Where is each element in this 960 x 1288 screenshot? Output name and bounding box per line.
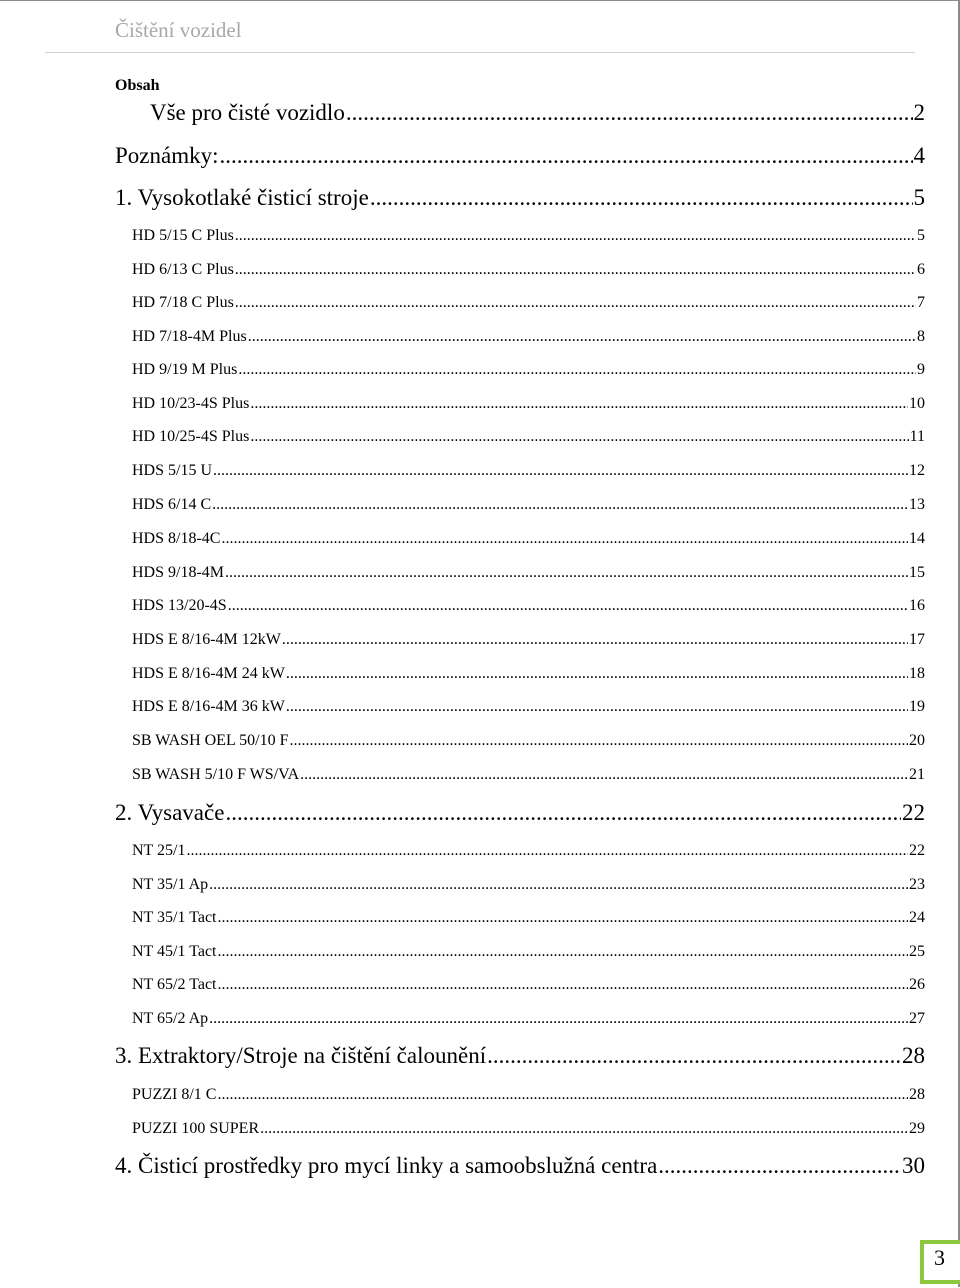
toc-entry-label: NT 25/1 (132, 842, 186, 859)
toc-entry-page: 16 (909, 597, 925, 614)
toc-entry-label: 1. Vysokotlaké čisticí stroje (115, 185, 369, 210)
running-header: Čištění vozidel (115, 18, 242, 42)
toc-entry[interactable] (132, 976, 925, 994)
toc-entry-label: SB WASH 5/10 F WS/VA (132, 766, 300, 783)
toc-entry[interactable] (132, 496, 925, 514)
toc-leader-dots (658, 1153, 901, 1179)
toc-entry-page: 10 (909, 395, 925, 412)
toc-entry-page: 7 (917, 294, 925, 311)
toc-entry-page: 8 (917, 328, 925, 345)
toc-entry-page: 29 (909, 1120, 925, 1137)
toc-leader-dots (250, 428, 908, 446)
toc-entry-page: 2 (913, 100, 925, 125)
toc-entry-label: HDS E 8/16-4M 24 kW (132, 665, 285, 682)
toc-entry[interactable] (132, 294, 925, 312)
toc-leader-dots (186, 842, 908, 860)
toc-entry[interactable] (132, 943, 925, 961)
toc-leader-dots (250, 395, 908, 413)
toc-entry-label: 4. Čisticí prostředky pro mycí linky a samoobslužná centra (115, 1153, 658, 1178)
page-number: 3 (934, 1245, 945, 1270)
toc-entry[interactable] (132, 1010, 925, 1028)
toc-entry-page: 30 (902, 1153, 925, 1178)
toc-leader-dots (370, 185, 913, 211)
toc-entry-label: NT 65/2 Tact (132, 976, 217, 993)
toc-entry-page: 14 (909, 530, 925, 547)
toc-leader-dots (218, 976, 909, 994)
toc-entry[interactable] (115, 185, 925, 211)
toc-entry[interactable] (132, 698, 925, 716)
toc-entry[interactable] (132, 842, 925, 860)
toc-leader-dots (225, 564, 908, 582)
toc-entry-label: HD 10/23-4S Plus (132, 395, 250, 412)
toc-entry-label: 3. Extraktory/Stroje na čištění čalounění (115, 1043, 487, 1068)
toc-leader-dots (282, 631, 908, 649)
toc-entry[interactable] (132, 395, 925, 413)
toc-heading: Obsah (115, 77, 160, 94)
toc-entry-page: 11 (909, 428, 925, 445)
toc-entry-label: HD 7/18-4M Plus (132, 328, 247, 345)
toc-entry[interactable] (132, 665, 925, 683)
toc-entry-label: HDS 8/18-4C (132, 530, 221, 547)
toc-entry[interactable] (132, 328, 925, 346)
toc-entry-page: 13 (909, 496, 925, 513)
toc-entry-label: PUZZI 8/1 C (132, 1086, 217, 1103)
toc-leader-dots (300, 766, 908, 784)
toc-entry[interactable] (132, 227, 925, 245)
toc-entry-label: HD 5/15 C Plus (132, 227, 234, 244)
toc-entry-label: NT 65/2 Ap (132, 1010, 209, 1027)
toc-entry-label: HD 9/19 M Plus (132, 361, 238, 378)
toc-entry-label: NT 45/1 Tact (132, 943, 217, 960)
toc-entry-page: 4 (913, 143, 925, 168)
toc-leader-dots (209, 1010, 908, 1028)
toc-entry-label: HDS 13/20-4S (132, 597, 227, 614)
toc-entry-page: 5 (913, 185, 925, 210)
toc-entry[interactable] (115, 143, 925, 169)
toc-entry[interactable] (132, 428, 925, 446)
toc-entry-page: 26 (909, 976, 925, 993)
toc-entry[interactable] (115, 800, 925, 826)
toc-leader-dots (346, 100, 913, 126)
toc-entry[interactable] (132, 909, 925, 927)
toc-entry-page: 22 (909, 842, 925, 859)
toc-entry-page: 20 (909, 732, 925, 749)
toc-entry-page: 27 (909, 1010, 925, 1027)
toc-leader-dots (235, 294, 916, 312)
toc-entry[interactable] (132, 732, 925, 750)
toc-entry-label: PUZZI 100 SUPER (132, 1120, 260, 1137)
toc-entry-page: 18 (909, 665, 925, 682)
toc-entry-label: NT 35/1 Ap (132, 876, 209, 893)
toc-entry-page: 23 (909, 876, 925, 893)
toc-entry-label: HD 6/13 C Plus (132, 261, 234, 278)
toc-entry-label: SB WASH OEL 50/10 F (132, 732, 289, 749)
toc-leader-dots (209, 876, 908, 894)
toc-leader-dots (218, 943, 909, 961)
toc-entry-label: HD 7/18 C Plus (132, 294, 234, 311)
toc-leader-dots (487, 1043, 901, 1069)
toc-entry-label: HD 10/25-4S Plus (132, 428, 250, 445)
toc-entry-label: NT 35/1 Tact (132, 909, 217, 926)
toc-entry-page: 9 (917, 361, 925, 378)
toc-entry-label: Poznámky: (115, 143, 219, 168)
toc-entry-page: 15 (909, 564, 925, 581)
toc-leader-dots (235, 261, 916, 279)
toc-leader-dots (217, 1086, 908, 1104)
toc-entry-page: 17 (909, 631, 925, 648)
toc-leader-dots (218, 909, 909, 927)
toc-leader-dots (220, 143, 913, 169)
toc-leader-dots (286, 665, 908, 683)
toc-entry[interactable] (132, 564, 925, 582)
toc-entry-label: 2. Vysavače (115, 800, 225, 825)
toc-leader-dots (248, 328, 916, 346)
toc-entry[interactable] (132, 261, 925, 279)
toc-entry[interactable] (132, 530, 925, 548)
toc-leader-dots (213, 462, 908, 480)
toc-entry-label: HDS 6/14 C (132, 496, 212, 513)
header-rule (45, 52, 915, 53)
toc-entry[interactable] (132, 462, 925, 480)
toc-entry-page: 28 (902, 1043, 925, 1068)
toc-entry-page: 6 (917, 261, 925, 278)
toc-entry[interactable] (150, 100, 925, 126)
toc-entry[interactable] (132, 1120, 925, 1138)
toc-entry[interactable] (115, 1043, 925, 1069)
toc-leader-dots (225, 800, 901, 826)
toc-leader-dots (289, 732, 908, 750)
toc-leader-dots (212, 496, 908, 514)
toc-entry[interactable] (132, 631, 925, 649)
toc-entry[interactable] (132, 597, 925, 615)
toc-leader-dots (228, 597, 908, 615)
toc-entry-label: Vše pro čisté vozidlo (150, 100, 345, 125)
toc-entry-page: 25 (909, 943, 925, 960)
toc-entry-page: 19 (909, 698, 925, 715)
toc-entry[interactable] (132, 361, 925, 379)
toc-entry[interactable] (132, 876, 925, 894)
toc-entry-label: HDS E 8/16-4M 12kW (132, 631, 281, 648)
toc-entry-label: HDS E 8/16-4M 36 kW (132, 698, 285, 715)
toc-entry-page: 22 (902, 800, 925, 825)
toc-leader-dots (260, 1120, 908, 1138)
toc-entry-page: 21 (909, 766, 925, 783)
toc-entry-page: 28 (909, 1086, 925, 1103)
toc-entry-label: HDS 5/15 U (132, 462, 213, 479)
toc-leader-dots (286, 698, 908, 716)
toc-entry[interactable] (132, 766, 925, 784)
toc-entry-page: 12 (909, 462, 925, 479)
toc-entry[interactable] (132, 1086, 925, 1104)
toc-entry-page: 24 (909, 909, 925, 926)
toc-leader-dots (238, 361, 916, 379)
toc-leader-dots (235, 227, 916, 245)
toc-leader-dots (221, 530, 908, 548)
toc-entry-label: HDS 9/18-4M (132, 564, 225, 581)
toc-entry-page: 5 (917, 227, 925, 244)
toc-entry[interactable] (115, 1153, 925, 1179)
